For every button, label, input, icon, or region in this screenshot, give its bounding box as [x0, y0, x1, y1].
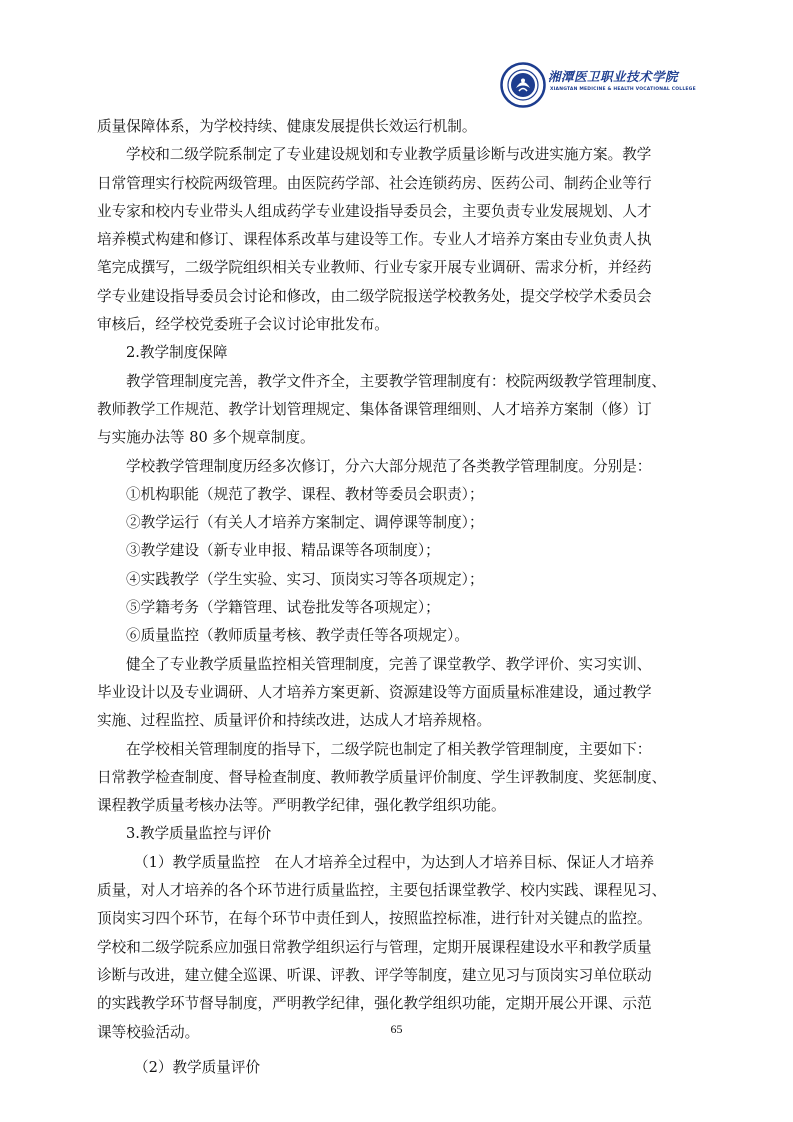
paragraph-line: 的实践教学环节督导制度，严明教学纪律，强化教学组织功能，定期开展公开课、示范 [97, 995, 652, 1013]
paragraph-line: 学专业建设指导委员会讨论和修改，由二级学院报送学校教务处，提交学校学术委员会 [97, 287, 652, 305]
paragraph-line: 在学校相关管理制度的指导下，二级学院也制定了相关教学管理制度，主要如下： [126, 740, 652, 758]
paragraph-line: 实施、过程监控、质量评价和持续改进，达成人才培养规格。 [97, 712, 492, 730]
paragraph-line: 课等校验活动。 [97, 1023, 200, 1041]
college-logo [500, 62, 700, 108]
paragraph-line: 教师教学工作规范、教学计划管理规定、集体备课管理细则、人才培养方案制（修）订 [97, 400, 652, 418]
section-heading: 2.教学制度保障 [126, 344, 228, 362]
paragraph-line: 顶岗实习四个环节，在每个环节中责任到人，按照监控标准，进行针对关键点的监控。 [97, 910, 652, 928]
paragraph-line: 质量，对人才培养的各个环节进行质量监控，主要包括课堂教学、校内实践、课程见习、 [97, 882, 667, 900]
paragraph-line: 质量保障体系，为学校持续、健康发展提供长效运行机制。 [97, 118, 477, 135]
paragraph-line: 笔完成撰写，二级学院组织相关专业教师、行业专家开展专业调研、需求分析，并经药 [97, 259, 652, 277]
paragraph-line: 毕业设计以及专业调研、人才培养方案更新、资源建设等方面质量标准建设，通过教学 [97, 683, 652, 701]
list-item: ③教学建设（新专业申报、精品课等各项制度）； [126, 542, 440, 560]
paragraph-line: 学校教学管理制度历经多次修订，分六大部分规范了各类教学管理制度。分别是： [126, 457, 652, 475]
college-english-name: XIANGTAN MEDICINE & HEALTH VOCATIONAL COLLEGE [550, 87, 696, 92]
paragraph-line: 课程教学质量考核办法等。严明教学纪律，强化教学组织功能。 [97, 797, 506, 815]
college-seal-icon [500, 62, 546, 108]
section-heading: 3.教学质量监控与评价 [126, 825, 272, 843]
paragraph-line: 健全了专业教学质量监控相关管理制度，完善了课堂教学、教学评价、实习实训、 [126, 655, 652, 673]
paragraph-line: （1）教学质量监控 在人才培养全过程中，为达到人才培养目标、保证人才培养 [134, 853, 655, 871]
list-item: ④实践教学（学生实验、实习、顶岗实习等各项规定）； [126, 570, 484, 588]
paragraph-line: 学校和二级学院系制定了专业建设规划和专业教学质量诊断与改进实施方案。教学 [126, 146, 652, 164]
paragraph-line: 与实施办法等 80 多个规章制度。 [97, 429, 315, 447]
college-name-logotype: 湘潭医卫职业技术学院 [548, 69, 679, 84]
paragraph-line: 日常管理实行校院两级管理。由医院药学部、社会连锁药房、医药公司、制药企业等行 [97, 174, 652, 192]
paragraph-line: 审核后，经学校党委班子会议讨论审批发布。 [97, 316, 389, 334]
paragraph-line: 日常教学检查制度、督导检查制度、教师教学质量评价制度、学生评教制度、奖惩制度、 [97, 768, 667, 786]
subsection-heading: （2）教学质量评价 [134, 1058, 261, 1076]
document-body [97, 113, 697, 1082]
list-item: ⑤学籍考务（学籍管理、试卷批发等各项规定）； [126, 599, 440, 617]
list-item: ⑥质量监控（教师质量考核、教学责任等各项规定）。 [126, 627, 469, 645]
list-item: ①机构职能（规范了教学、课程、教材等委员会职责）； [126, 485, 484, 503]
paragraph-line: 诊断与改进，建立健全巡课、听课、评教、评学等制度，建立见习与顶岗实习单位联动 [97, 966, 652, 984]
list-item: ②教学运行（有关人才培养方案制定、调停课等制度）； [126, 514, 484, 532]
paragraph-line: 培养模式构建和修订、课程体系改革与建设等工作。专业人才培养方案由专业负责人执 [97, 231, 652, 249]
paragraph-line: 学校和二级学院系应加强日常教学组织运行与管理，定期开展课程建设水平和教学质量 [97, 938, 652, 956]
paragraph-line: 教学管理制度完善，教学文件齐全，主要教学管理制度有：校院两级教学管理制度、 [126, 372, 666, 390]
page-number: 65 [390, 1022, 403, 1036]
paragraph-line: 业专家和校内专业带头人组成药学专业建设指导委员会，主要负责专业发展规划、人才 [97, 202, 652, 220]
